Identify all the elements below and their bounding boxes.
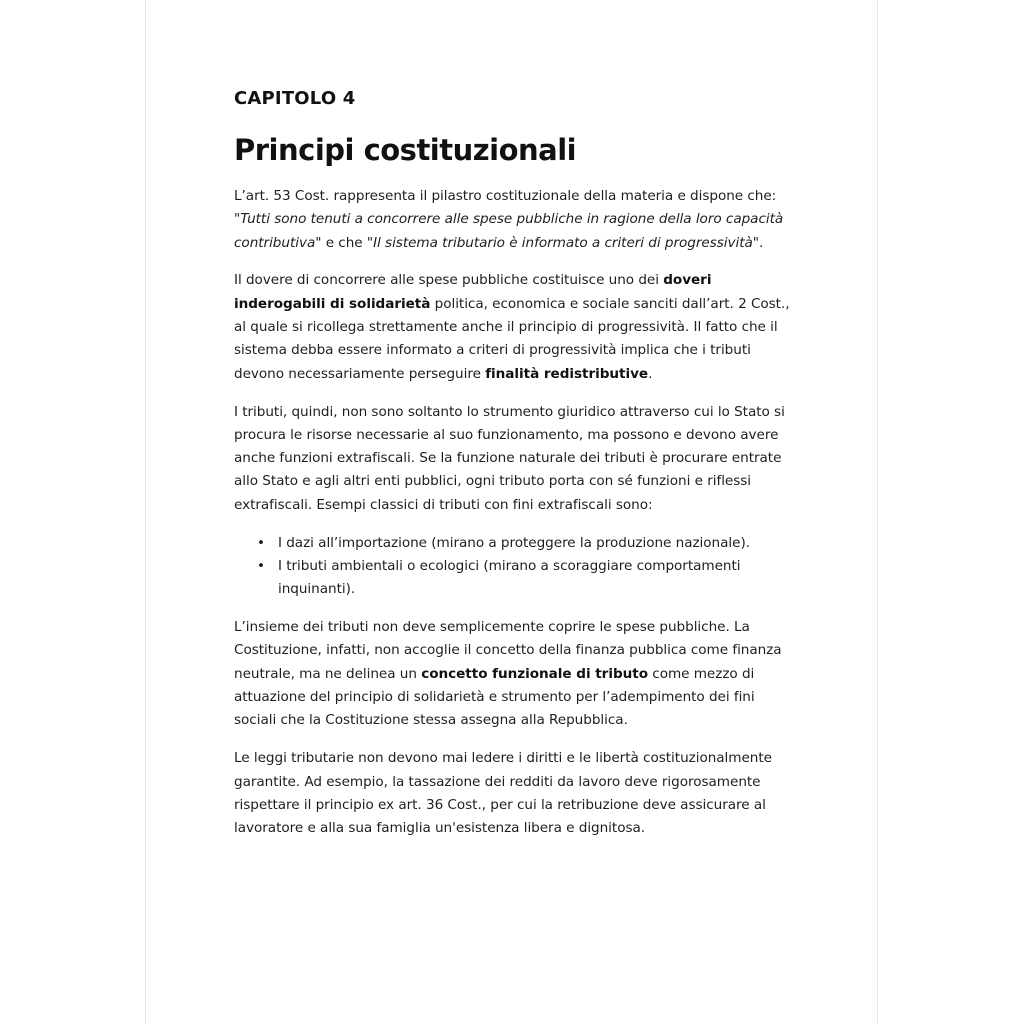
paragraph-concetto-funzionale [234, 616, 794, 732]
paragraph-text: . [648, 365, 653, 382]
paragraph-text: e che [321, 234, 367, 251]
paragraph-text: L’insieme dei tributi non deve semplicemente coprire le spese pubbliche. La Costituzione, infatti, non accoglie il concetto della finanza pubblica come finanza neutrale, ma ne delinea un [234, 619, 782, 682]
page-edge-right [877, 0, 878, 1024]
paragraph-text: come mezzo di attuazione del principio di solidarietà e strumento per l’adempimento dei fini sociali che la Costituzione stessa assegna alla Repubblica. [234, 665, 755, 729]
bullet-icon: • [257, 557, 265, 574]
paragraph-text: L’art. 53 Cost. rappresenta il pilastro costituzionale della materia e dispone che: [234, 188, 777, 204]
list-item [234, 532, 794, 555]
paragraph-text: Il dovere di concorrere alle spese pubbliche costituisce uno dei [234, 272, 664, 289]
paragraph-funzioni-extrafiscali: I tributi, quindi, non sono soltanto lo strumento giuridico attraverso cui lo Stato si procura le risorse necessarie al suo funzionamento, ma possono e devono avere anche funzioni extrafiscali. Se la funzione naturale dei tributi è procurare entrate allo Stato e agli altri enti pubblici, ogni tributo porta con sé funzioni e riflessi extrafiscali. Esempi classici di tributi con fini extrafiscali sono: [234, 403, 785, 513]
list-item [234, 555, 794, 602]
bullet-icon: • [257, 534, 265, 551]
paragraph-text: . [758, 234, 764, 251]
chapter-label: CAPITOLO 4 [234, 88, 356, 109]
list-item-text: I dazi all’importazione (mirano a proteggere la produzione nazionale). [278, 534, 750, 551]
chapter-title: Principi costituzionali [234, 133, 577, 167]
paragraph-leggi-tributarie: Le leggi tributarie non devono mai ledere i diritti e le libertà costituzionalmente garantite. Ad esempio, la tassazione dei redditi da lavoro deve rigorosamente rispettare il principio ex art. 36 Cost., per cui la retribuzione deve assicurare al lavoratore e alla sua famiglia un'esistenza libera e dignitosa. [234, 750, 772, 837]
document-page [234, 87, 794, 855]
list-item-text: I tributi ambientali o ecologici (mirano a scoraggiare comportamenti inquinanti). [278, 557, 741, 598]
quote-capacita-contributiva: "Tutti sono tenuti a concorrere alle spese pubbliche in ragione della loro capacità contributiva" [234, 211, 784, 251]
bold-finalita-redistributive: finalità redistributive [485, 365, 649, 382]
bold-doveri-inderogabili: doveri inderogabili di solidarietà [234, 272, 712, 312]
quote-progressivita: "Il sistema tributario è informato a criteri di progressività" [366, 234, 759, 251]
paragraph-dovere-solidarieta [234, 269, 794, 385]
paragraph-text: politica, economica e sociale sanciti dall’art. 2 Cost., al quale si ricollega strettamente anche il principio di progressività. Il fatto che il sistema debba essere informato a criteri di progressività implica che i tributi devono necessariamente perseguire [234, 295, 790, 382]
bold-concetto-funzionale: concetto funzionale di tributo [421, 665, 648, 682]
examples-list [234, 532, 794, 602]
paragraph-art53 [234, 185, 794, 255]
page-edge-left [145, 0, 146, 1024]
